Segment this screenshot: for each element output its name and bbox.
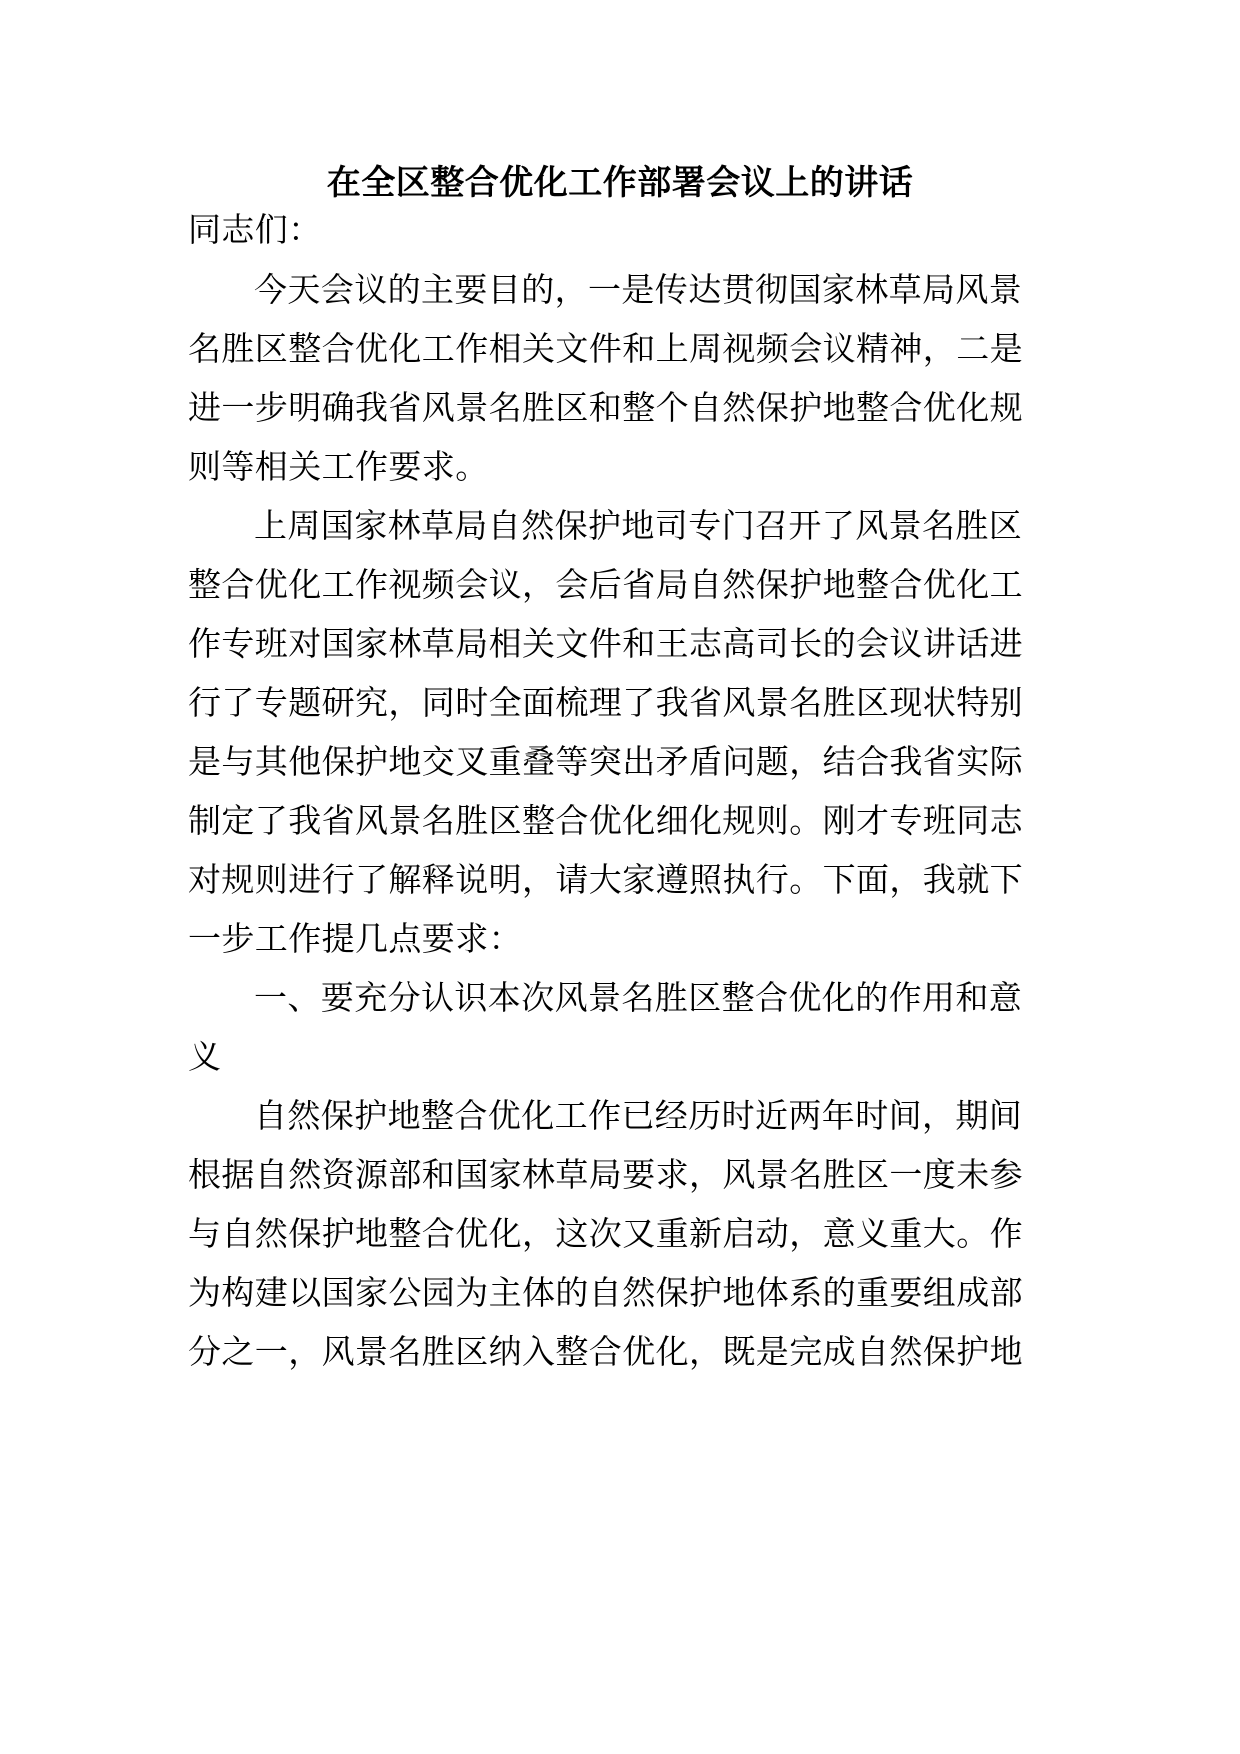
paragraph-2-line-2: 整合优化工作视频会议，会后省局自然保护地整合优化工 [188, 565, 1023, 604]
paragraph-1-line-3: 进一步明确我省风景名胜区和整个自然保护地整合优化规 [188, 388, 1023, 427]
paragraph-1-line-4: 则等相关工作要求。 [188, 447, 489, 486]
paragraph-3-line-3: 与自然保护地整合优化，这次又重新启动，意义重大。作 [188, 1214, 1023, 1253]
paragraph-3-line-5: 分之一，风景名胜区纳入整合优化，既是完成自然保护地 [188, 1332, 1023, 1371]
section-heading-1-line-1: 一、要充分认识本次风景名胜区整合优化的作用和意 [254, 978, 1023, 1017]
paragraph-1-line-2: 名胜区整合优化工作相关文件和上周视频会议精神，二是 [188, 329, 1023, 368]
paragraph-2-line-5: 是与其他保护地交叉重叠等突出矛盾问题，结合我省实际 [188, 742, 1023, 781]
document-title: 在全区整合优化工作部署会议上的讲话 [326, 163, 914, 203]
paragraph-3-line-1: 自然保护地整合优化工作已经历时近两年时间，期间 [254, 1096, 1023, 1135]
paragraph-2-line-1: 上周国家林草局自然保护地司专门召开了风景名胜区 [254, 506, 1023, 545]
paragraph-3-line-2: 根据自然资源部和国家林草局要求，风景名胜区一度未参 [188, 1155, 1023, 1194]
salutation-line: 同志们： [188, 210, 322, 249]
section-heading-1-line-2: 义 [188, 1037, 222, 1076]
paragraph-2-line-6: 制定了我省风景名胜区整合优化细化规则。刚才专班同志 [188, 801, 1023, 840]
paragraph-2-line-3: 作专班对国家林草局相关文件和王志高司长的会议讲话进 [188, 624, 1023, 663]
paragraph-2-line-4: 行了专题研究，同时全面梳理了我省风景名胜区现状特别 [188, 683, 1023, 722]
paragraph-1-line-1: 今天会议的主要目的，一是传达贯彻国家林草局风景 [254, 270, 1023, 309]
paragraph-3-line-4: 为构建以国家公园为主体的自然保护地体系的重要组成部 [188, 1273, 1023, 1312]
paragraph-2-line-8: 一步工作提几点要求： [188, 919, 522, 958]
paragraph-2-line-7: 对规则进行了解释说明，请大家遵照执行。下面，我就下 [188, 860, 1023, 899]
